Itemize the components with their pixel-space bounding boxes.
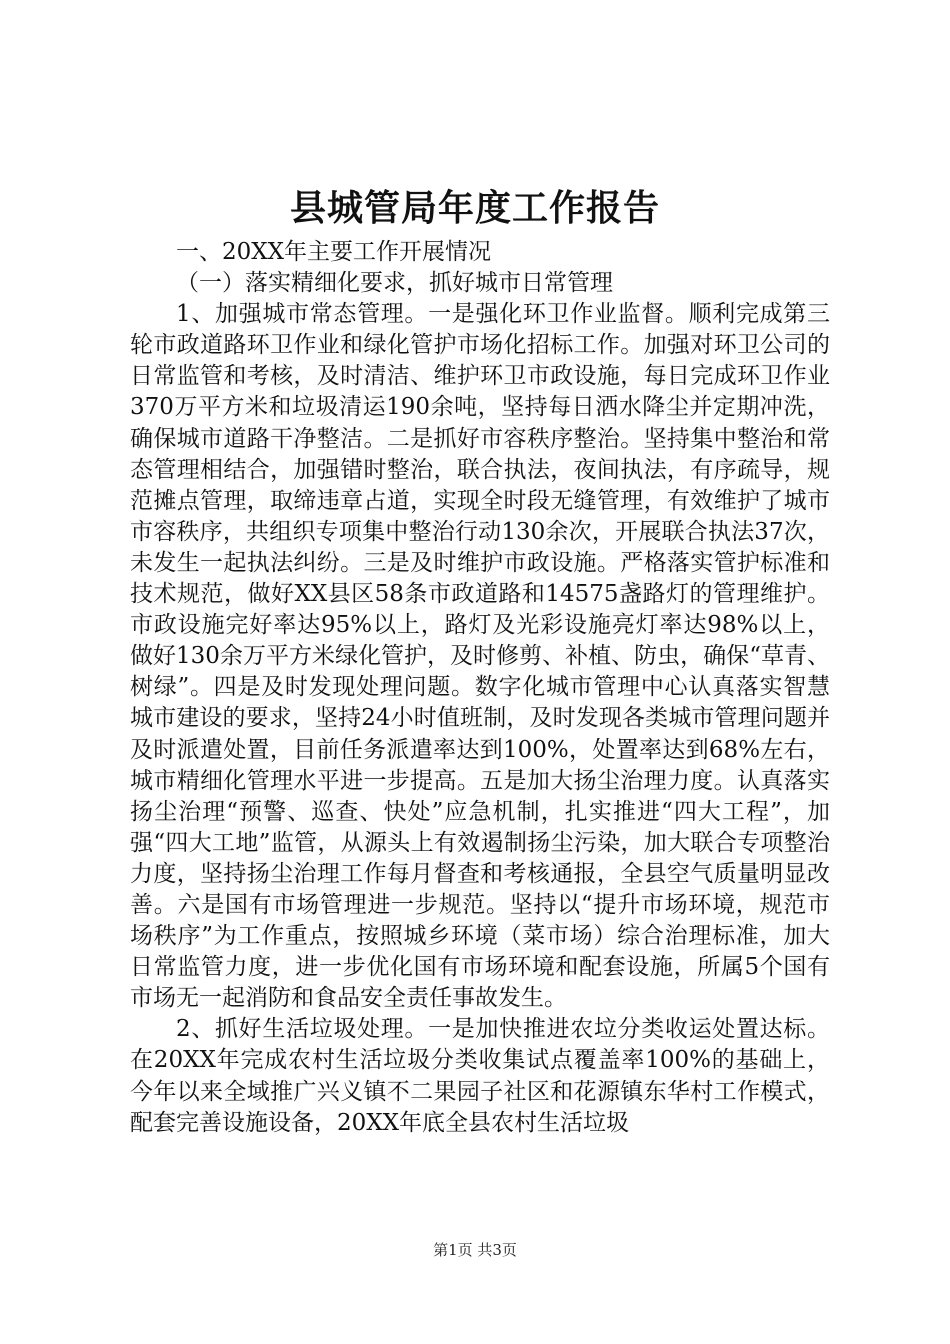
document-body [130,237,830,1139]
subsection-heading: （一）落实精细化要求，抓好城市日常管理 [176,270,613,297]
page-number-footer: 第1页 共3页 [433,1241,517,1259]
body-paragraph: 2、抓好生活垃圾处理。一是加快推进农垃分类收运处置达标。在20XX年完成农村生活垃圾分类收集试点覆盖率100%的基础上，今年以来全域推广兴义镇不二果园子社区和花源镇东华村工作模式，配套完善设施设备，20XX年底全县农村生活垃圾 [130,1016,830,1136]
section-heading: 一、20XX年主要工作开展情况 [176,239,492,265]
body-paragraph: 1、加强城市常态管理。一是强化环卫作业监督。顺利完成第三轮市政道路环卫作业和绿化管护市场化招标工作。加强对环卫公司的日常监管和考核，及时清洁、维护环卫市政设施，每日完成环卫作业370万平方米和垃圾清运190余吨，坚持每日洒水降尘并定期冲洗，确保城市道路干净整洁。二是抓好市容秩序整治。坚持集中整治和常态管理相结合，加强错时整治，联合执法，夜间执法，有序疏导，规范摊点管理，取缔违章占道，实现全时段无缝管理，有效维护了城市市容秩序，共组织专项集中整治行动130余次，开展联合执法37次，未发生一起执法纠纷。三是及时维护市政设施。严格落实管护标准和技术规范，做好XX县区58条市政道路和14575盏路灯的管理维护。市政设施完好率达95%以上，路灯及光彩设施亮灯率达98%以上，做好130余万平方米绿化管护，及时修剪、补植、防虫，确保“草青、树绿”。四是及时发现处理问题。数字化城市管理中心认真落实智慧城市建设的要求，坚持24小时值班制，及时发现各类城市管理问题并及时派遣处置，目前任务派遣率达到100%，处置率达到68%左右，城市精细化管理水平进一步提高。五是加大扬尘治理力度。认真落实扬尘治理“预警、巡查、快处”应急机制，扎实推进“四大工程”，加强“四大工地”监管，从源头上有效遏制扬尘污染，加大联合专项整治力度，坚持扬尘治理工作每月督查和考核通报，全县空气质量明显改善。六是国有市场管理进一步规范。坚持以“提升市场环境，规范市场秩序”为工作重点，按照城乡环境（菜市场）综合治理标准，加大日常监管力度，进一步优化国有市场环境和配套设施，所属5个国有市场无一起消防和食品安全责任事故发生。 [130,301,830,1012]
document-title: 县城管局年度工作报告 [289,187,660,229]
